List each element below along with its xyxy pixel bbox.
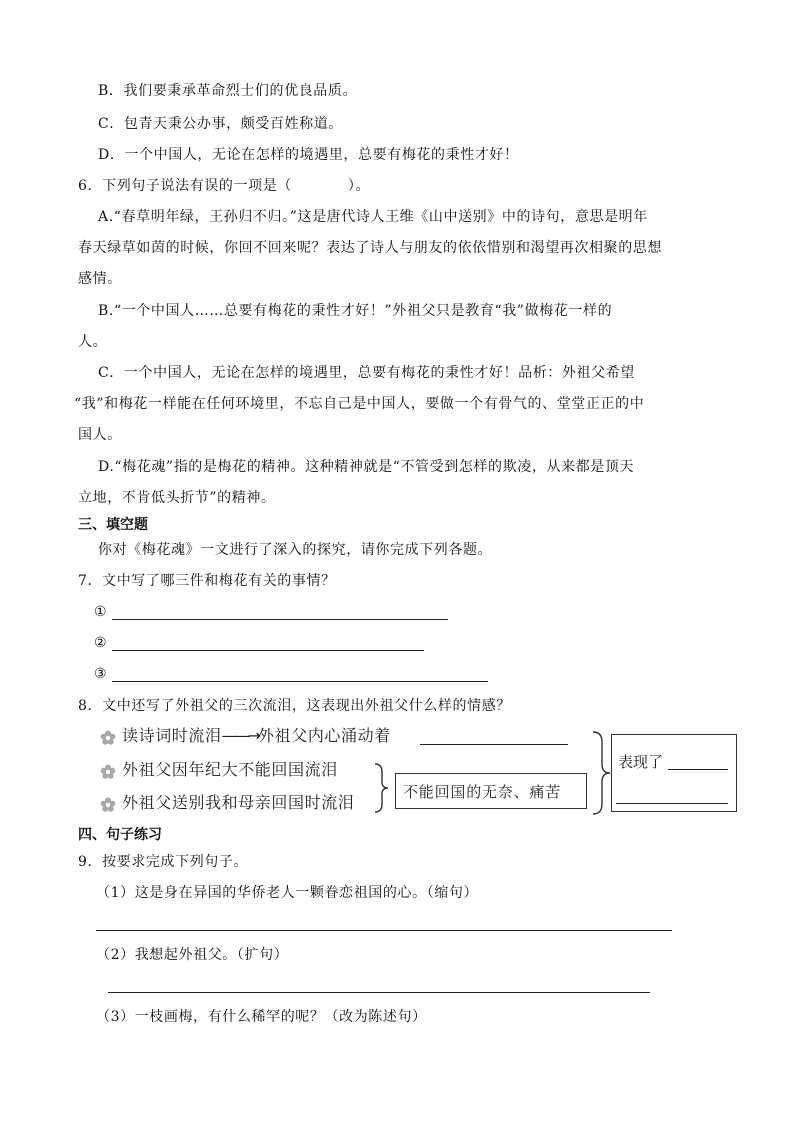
q6-option-b-line2: 人。 xyxy=(78,334,108,350)
q7-blank-3[interactable] xyxy=(112,681,488,682)
tear-row-2-text: 外祖父因年纪大不能回国流泪 xyxy=(122,760,338,779)
q7-blank-2-label: ② xyxy=(94,635,108,651)
q6-stem-after: ）。 xyxy=(347,178,371,194)
section-3-heading: 三、填空题 xyxy=(78,517,148,533)
flower-icon xyxy=(100,764,116,780)
section-3-intro: 你对《梅花魂》一文进行了深入的探究，请你完成下列各题。 xyxy=(98,542,493,558)
q6-option-b-line1: B.“一个中国人……总要有梅花的秉性才好！”外祖父只是教育“我”做梅花一样的 xyxy=(98,303,613,319)
q6-stem xyxy=(78,177,370,195)
right-box xyxy=(611,734,737,812)
flower-icon xyxy=(100,730,116,746)
q7-stem: 7．文中写了哪三件和梅花有关的事情？ xyxy=(78,573,336,589)
q6-option-c-line1: C．一个中国人，无论在怎样的境遇里，总要有梅花的秉性才好！品析：外祖父希望 xyxy=(98,365,635,381)
q7-blank-2[interactable] xyxy=(112,650,424,651)
q6-option-d-line2: 立地，不肯低头折节”的精神。 xyxy=(78,490,276,506)
tear-row-3-text: 外祖父送别我和母亲回国时流泪 xyxy=(122,793,355,812)
q6-option-d-line1: D.“梅花魂”指的是梅花的精神。这种精神就是“不管受到怎样的欺凌，从来都是顶天 xyxy=(98,459,635,475)
right-box-text: 表现了 xyxy=(618,753,664,771)
q6-stem-before: 6．下列句子说法有误的一项是（ xyxy=(78,178,292,194)
q7-blank-1[interactable] xyxy=(112,619,448,620)
tear-row-1-result: 外祖父内心涌动着 xyxy=(258,726,391,745)
q6-option-c-line2: “我”和梅花一样能在任何环境里，不忘自己是中国人，要做一个有骨气的、堂堂正正的中 xyxy=(74,396,645,412)
q6-option-a-line3: 感情。 xyxy=(78,271,122,287)
right-box-blank-2[interactable] xyxy=(616,803,728,804)
middle-box-text: 不能回国的无奈、痛苦 xyxy=(403,783,562,801)
q8-stem: 8．文中还写了外祖父的三次流泪，这表现出外祖父什么样的情感？ xyxy=(78,698,511,714)
tear-row-1-text: 读诗词时流泪 xyxy=(122,726,222,745)
q5-option-c: C．包青天秉公办事，颇受百姓称道。 xyxy=(98,116,343,132)
flower-icon xyxy=(100,797,116,813)
arrow-icon: ——→ xyxy=(221,726,259,745)
q9-sentence-1: （1）这是身在异国的华侨老人一颗眷恋祖国的心。（缩句） xyxy=(96,885,479,901)
section-4-heading: 四、句子练习 xyxy=(78,827,162,843)
middle-box xyxy=(395,773,587,809)
q5-option-d: D．一个中国人，无论在怎样的境遇里，总要有梅花的秉性才好！ xyxy=(98,147,519,163)
brace-small-icon xyxy=(372,762,392,814)
q9-answer-line-2[interactable] xyxy=(108,992,650,993)
q7-blank-1-label: ① xyxy=(94,604,108,620)
q9-stem: 9．按要求完成下列句子。 xyxy=(78,854,249,870)
right-box-blank-1[interactable] xyxy=(668,769,728,770)
q5-option-b: B．我们要秉承革命烈士们的优良品质。 xyxy=(98,83,358,99)
tear-row-1 xyxy=(122,727,391,745)
q9-sentence-3: （3）一枝画梅，有什么稀罕的呢？（改为陈述句） xyxy=(96,1009,427,1025)
q6-option-a-line2: 春天绿草如茵的时候，你回不回来呢？表达了诗人与朋友的依依惜别和渴望再次相聚的思想 xyxy=(78,240,662,256)
tear-row-1-blank[interactable] xyxy=(420,744,568,745)
q6-option-c-line3: 国人。 xyxy=(78,427,122,443)
q7-blank-3-label: ③ xyxy=(94,666,108,682)
q9-sentence-2: （2）我想起外祖父。（扩句） xyxy=(96,947,289,963)
q9-answer-line-1[interactable] xyxy=(96,930,672,931)
q6-option-a-line1: A.“春草明年绿，王孙归不归。”这是唐代诗人王维《山中送别》中的诗句，意思是明年 xyxy=(98,209,648,225)
